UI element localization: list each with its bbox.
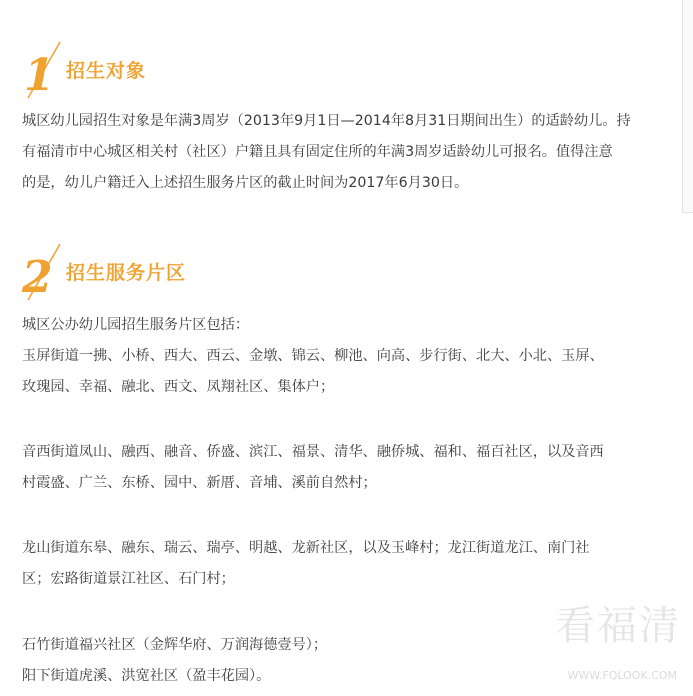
watermark-logo-text: 看福清 bbox=[555, 603, 681, 649]
svg-text:1: 1 bbox=[24, 50, 55, 101]
section-1-line: 的是，幼儿户籍迁入上述招生服务片区的截止时间为2017年6月30日。 bbox=[22, 175, 469, 191]
site-watermark bbox=[485, 590, 685, 690]
district-block-longshan bbox=[22, 533, 690, 595]
district-line: 龙山街道东皋、融东、瑞云、瑞亭、明越、龙新社区，以及玉峰村；龙江街道龙江、南门社 bbox=[22, 540, 590, 556]
section-1-title: 招生对象 bbox=[66, 60, 147, 82]
district-block-yinxi bbox=[22, 437, 690, 499]
svg-text:2: 2 bbox=[22, 252, 53, 303]
section-1-paragraph bbox=[22, 106, 690, 199]
section-1-line: 有福清市中心城区相关村（社区）户籍且具有固定住所的年满3周岁适龄幼儿可报名。值得注意 bbox=[22, 144, 613, 160]
district-line: 玉屏街道一拂、小桥、西大、西云、金墩、锦云、柳池、向高、步行街、北大、小北、玉屏、 bbox=[22, 348, 604, 364]
section-2-number-icon bbox=[20, 240, 68, 304]
district-line: 玫瑰园、幸福、融北、西文、凤翔社区、集体户； bbox=[22, 379, 335, 395]
section-2-title: 招生服务片区 bbox=[66, 262, 187, 284]
district-line: 村霞盛、广兰、东桥、园中、新厝、音埔、溪前自然村； bbox=[22, 475, 377, 491]
section-1-line: 城区幼儿园招生对象是年满3周岁（2013年9月1日—2014年8月31日期间出生）的适龄幼儿。持 bbox=[22, 113, 631, 129]
watermark-url: WWW.FQLOOK.COM bbox=[567, 669, 677, 682]
district-line: 石竹街道福兴社区（金辉华府、万润海德壹号）； bbox=[22, 637, 328, 653]
section-2-intro-block bbox=[22, 310, 690, 403]
section-1-heading bbox=[20, 38, 320, 102]
district-line: 阳下街道虎溪、洪宽社区（盈丰花园）。 bbox=[22, 668, 271, 684]
section-1-number-icon bbox=[20, 38, 68, 102]
district-line: 音西街道凤山、融西、融音、侨盛、滨江、福景、清华、融侨城、福和、福百社区，以及音西 bbox=[22, 444, 604, 460]
section-2-intro: 城区公办幼儿园招生服务片区包括： bbox=[22, 317, 250, 333]
section-2-heading bbox=[20, 240, 320, 304]
district-line: 区；宏路街道景江社区、石门村； bbox=[22, 571, 235, 587]
